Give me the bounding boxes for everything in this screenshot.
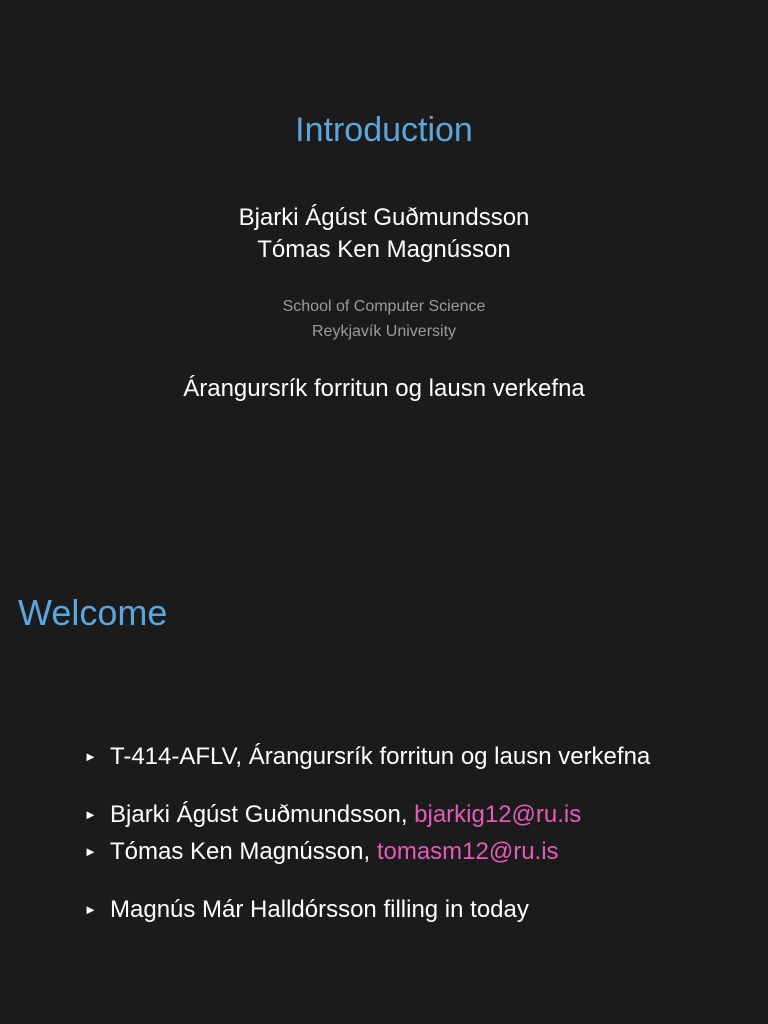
institute-block [0, 294, 768, 344]
bullet-item [84, 742, 650, 772]
bullet-item [84, 837, 559, 867]
bullet-marker-icon: ► [84, 902, 97, 917]
bullet-text: Bjarki Ágúst Guðmundsson, [110, 801, 415, 828]
institute-university: Reykjavík University [311, 323, 457, 340]
institute-school: School of Computer Science [282, 298, 486, 315]
bullet-marker-icon: ► [84, 749, 97, 764]
bullet-text: T-414-AFLV, Árangursrík forritun og lausn verkefna [110, 743, 651, 770]
bullet-text: Magnús Már Halldórsson filling in today [110, 896, 529, 923]
bullet-item [84, 800, 581, 830]
email-link[interactable]: bjarkig12@ru.is [414, 801, 582, 828]
author-name: Tómas Ken Magnússon [257, 236, 511, 263]
author-name: Bjarki Ágúst Guðmundsson [238, 204, 530, 231]
bullet-text: Tómas Ken Magnússon, [110, 838, 377, 865]
slide-title: Introduction [295, 111, 473, 149]
bullet-marker-icon: ► [84, 844, 97, 859]
authors-block [0, 202, 768, 266]
bullet-item [84, 895, 529, 925]
welcome-title: Welcome [18, 592, 168, 633]
bullet-marker-icon: ► [84, 807, 97, 822]
course-name: Árangursrík forritun og lausn verkefna [183, 375, 585, 402]
email-link[interactable]: tomasm12@ru.is [376, 838, 559, 865]
